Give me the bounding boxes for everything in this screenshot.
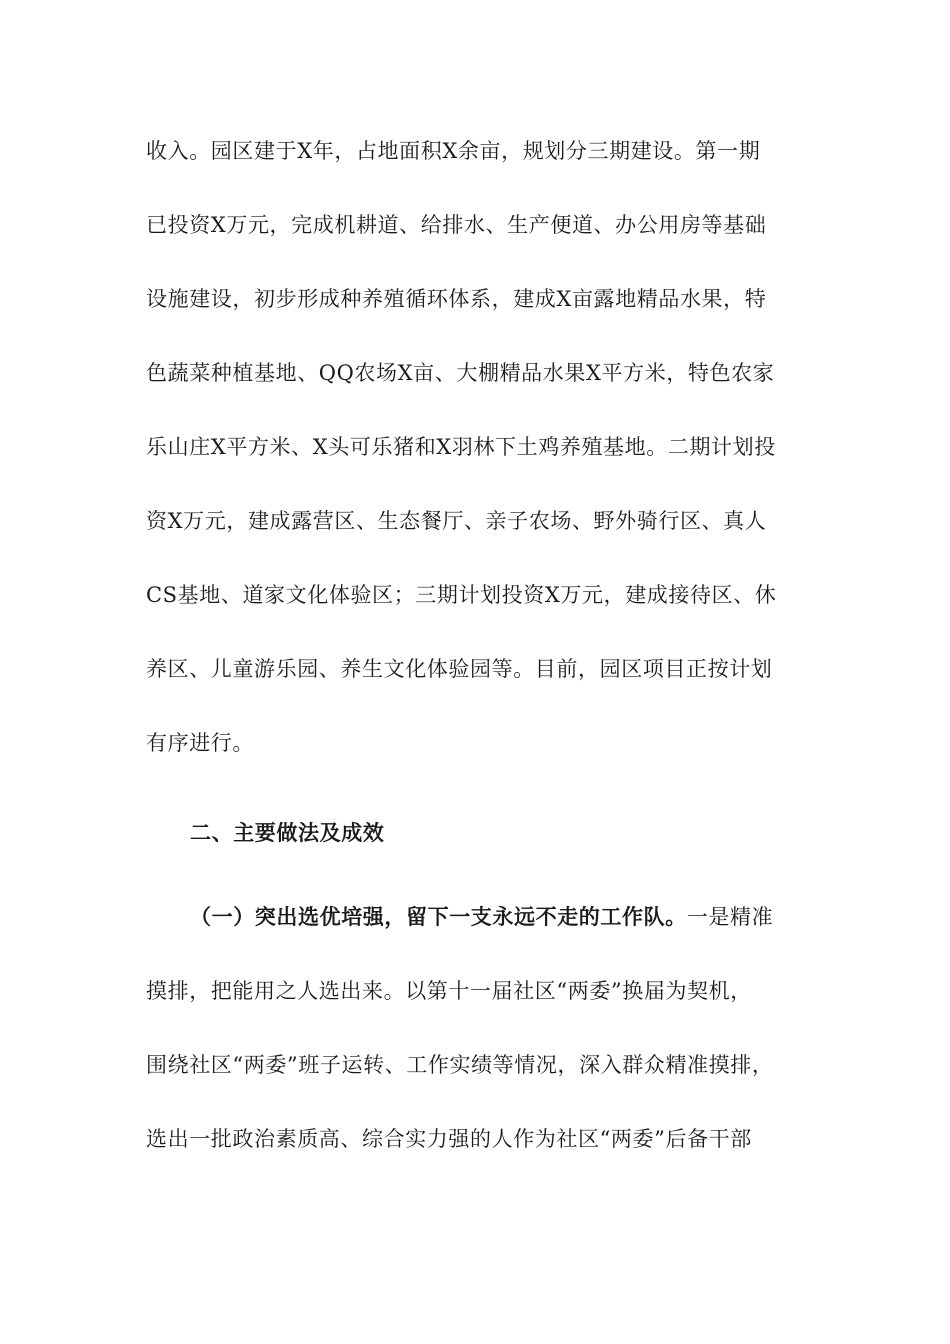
paragraph-line: 摸排，把能用之人选出来。以第十一届社区“两委”换届为契机， <box>146 979 752 1003</box>
section-heading: 二、主要做法及成效 <box>190 820 385 845</box>
paragraph-line: 有序进行。 <box>146 731 254 755</box>
paragraph-line: 设施建设，初步形成种养殖循环体系，建成X亩露地精品水果，特 <box>146 287 767 311</box>
paragraph-line: 养区、儿童游乐园、养生文化体验园等。目前，园区项目正按计划 <box>146 657 773 681</box>
paragraph-line: 已投资X万元，完成机耕道、给排水、生产便道、办公用房等基础 <box>146 213 767 237</box>
subsection-first-line-rest: 一是精准 <box>686 905 774 929</box>
subsection-first-line <box>190 902 830 932</box>
paragraph-line: 收入。园区建于X年，占地面积X余亩，规划分三期建设。第一期 <box>146 139 761 163</box>
paragraph-line: 乐山庄X平方米、X头可乐猪和X羽林下土鸡养殖基地。二期计划投 <box>146 435 776 459</box>
subsection-title: （一）突出选优培强，留下一支永远不走的工作队。 <box>190 904 687 929</box>
paragraph-line: 色蔬菜种植基地、QQ农场X亩、大棚精品水果X平方米，特色农家 <box>146 361 775 385</box>
paragraph-line: CS基地、道家文化体验区；三期计划投资X万元，建成接待区、休 <box>146 583 777 607</box>
paragraph-line: 围绕社区“两委”班子运转、工作实绩等情况，深入群众精准摸排， <box>146 1053 774 1077</box>
paragraph-line: 选出一批政治素质高、综合实力强的人作为社区“两委”后备干部 <box>146 1127 752 1151</box>
paragraph-line: 资X万元，建成露营区、生态餐厅、亲子农场、野外骑行区、真人 <box>146 509 767 533</box>
